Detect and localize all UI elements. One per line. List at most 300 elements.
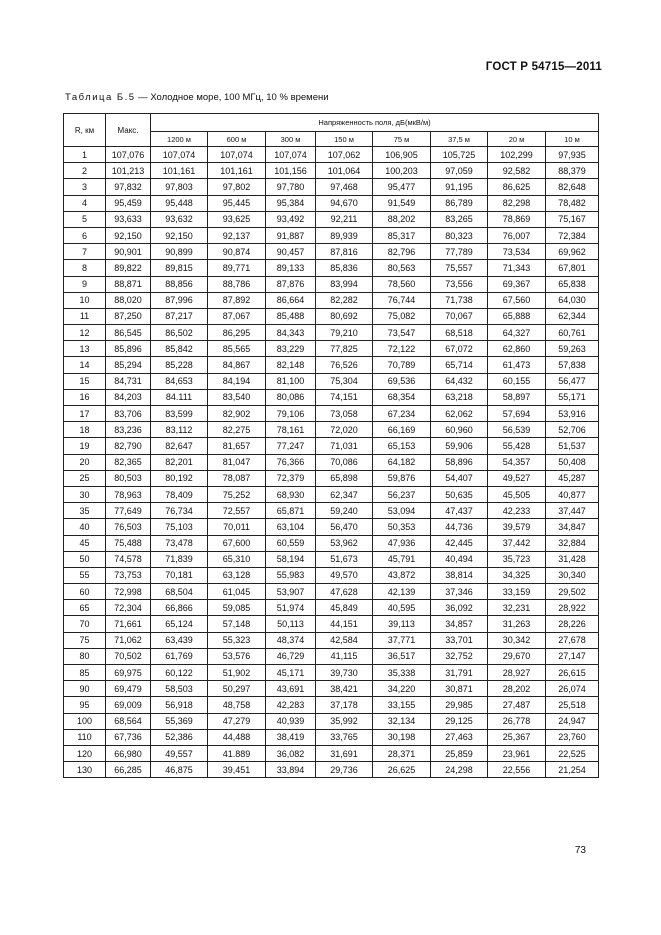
table-row — [64, 616, 599, 632]
cell-value: 72,020 — [316, 422, 373, 438]
cell-value: 55,983 — [266, 567, 316, 583]
cell-value: 73,547 — [373, 325, 431, 341]
cell-value: 31,428 — [546, 551, 599, 567]
cell-value: 73,478 — [151, 535, 208, 551]
cell-value: 37,447 — [546, 503, 599, 519]
cell-max: 69,479 — [106, 681, 151, 697]
cell-value: 91,887 — [266, 227, 316, 243]
cell-value: 47,628 — [316, 584, 373, 600]
cell-value: 28,226 — [546, 616, 599, 632]
cell-value: 67,600 — [208, 535, 266, 551]
cell-max: 70,502 — [106, 648, 151, 664]
cell-value: 101,064 — [316, 163, 373, 179]
cell-value: 33,765 — [316, 729, 373, 745]
table-row — [64, 276, 599, 292]
cell-value: 63,128 — [208, 567, 266, 583]
cell-distance: 10 — [64, 292, 106, 308]
table-row — [64, 422, 599, 438]
cell-distance: 110 — [64, 729, 106, 745]
cell-distance: 75 — [64, 632, 106, 648]
cell-value: 80,086 — [266, 389, 316, 405]
cell-value: 95,445 — [208, 195, 266, 211]
cell-value: 31,263 — [488, 616, 546, 632]
table-row — [64, 454, 599, 470]
cell-value: 88,202 — [373, 211, 431, 227]
cell-value: 78,869 — [488, 211, 546, 227]
cell-value: 86,789 — [431, 195, 488, 211]
cell-distance: 35 — [64, 503, 106, 519]
cell-value: 50,297 — [208, 681, 266, 697]
cell-value: 90,457 — [266, 244, 316, 260]
cell-value: 32,134 — [373, 713, 431, 729]
cell-value: 88,856 — [151, 276, 208, 292]
cell-value: 92,582 — [488, 163, 546, 179]
cell-distance: 80 — [64, 648, 106, 664]
cell-value: 65,888 — [488, 308, 546, 324]
cell-value: 31,691 — [316, 745, 373, 761]
cell-value: 40,877 — [546, 486, 599, 502]
cell-value: 56,539 — [488, 422, 546, 438]
cell-distance: 8 — [64, 260, 106, 276]
cell-value: 80,192 — [151, 470, 208, 486]
cell-value: 62,344 — [546, 308, 599, 324]
cell-value: 33,159 — [488, 584, 546, 600]
cell-value: 68,504 — [151, 584, 208, 600]
cell-value: 83,540 — [208, 389, 266, 405]
cell-distance: 30 — [64, 486, 106, 502]
cell-value: 92,150 — [151, 227, 208, 243]
cell-value: 73,556 — [431, 276, 488, 292]
cell-distance: 50 — [64, 551, 106, 567]
cell-value: 34,857 — [431, 616, 488, 632]
cell-value: 82,648 — [546, 179, 599, 195]
cell-value: 51,673 — [316, 551, 373, 567]
cell-max: 83,706 — [106, 406, 151, 422]
cell-value: 44,488 — [208, 729, 266, 745]
cell-distance: 16 — [64, 389, 106, 405]
cell-value: 36,517 — [373, 648, 431, 664]
cell-max: 72,304 — [106, 600, 151, 616]
cell-distance: 6 — [64, 227, 106, 243]
cell-max: 92,150 — [106, 227, 151, 243]
table-row — [64, 632, 599, 648]
table-row — [64, 357, 599, 373]
cell-value: 53,962 — [316, 535, 373, 551]
cell-value: 29,125 — [431, 713, 488, 729]
cell-value: 55,323 — [208, 632, 266, 648]
cell-value: 50,353 — [373, 519, 431, 535]
cell-value: 34,325 — [488, 567, 546, 583]
cell-value: 84,343 — [266, 325, 316, 341]
cell-value: 80,692 — [316, 308, 373, 324]
cell-value: 47,437 — [431, 503, 488, 519]
cell-value: 107,062 — [316, 147, 373, 163]
cell-value: 41.889 — [208, 745, 266, 761]
cell-max: 107,076 — [106, 147, 151, 163]
cell-value: 51,974 — [266, 600, 316, 616]
cell-distance: 100 — [64, 713, 106, 729]
cell-value: 84,867 — [208, 357, 266, 373]
cell-value: 57,148 — [208, 616, 266, 632]
cell-value: 76,526 — [316, 357, 373, 373]
cell-value: 59,906 — [431, 438, 488, 454]
cell-value: 27,463 — [431, 729, 488, 745]
cell-value: 95,384 — [266, 195, 316, 211]
cell-value: 88,786 — [208, 276, 266, 292]
cell-value: 76,007 — [488, 227, 546, 243]
table-row — [64, 373, 599, 389]
cell-value: 75,103 — [151, 519, 208, 535]
cell-value: 60,559 — [266, 535, 316, 551]
cell-value: 34,220 — [373, 681, 431, 697]
cell-value: 61,769 — [151, 648, 208, 664]
cell-value: 75,082 — [373, 308, 431, 324]
cell-value: 64,182 — [373, 454, 431, 470]
table-row — [64, 486, 599, 502]
cell-value: 82,201 — [151, 454, 208, 470]
cell-value: 21,254 — [546, 762, 599, 778]
cell-max: 72,998 — [106, 584, 151, 600]
cell-distance: 13 — [64, 341, 106, 357]
cell-value: 53,907 — [266, 584, 316, 600]
table-row — [64, 567, 599, 583]
cell-value: 45,171 — [266, 665, 316, 681]
cell-value: 58,896 — [431, 454, 488, 470]
cell-value: 54,407 — [431, 470, 488, 486]
cell-value: 83,994 — [316, 276, 373, 292]
cell-value: 101,161 — [151, 163, 208, 179]
cell-value: 97,468 — [316, 179, 373, 195]
cell-value: 87,892 — [208, 292, 266, 308]
cell-max: 76,503 — [106, 519, 151, 535]
cell-value: 78,560 — [373, 276, 431, 292]
cell-value: 29,736 — [316, 762, 373, 778]
cell-value: 42,233 — [488, 503, 546, 519]
cell-value: 51,537 — [546, 438, 599, 454]
cell-value: 85,317 — [373, 227, 431, 243]
cell-distance: 90 — [64, 681, 106, 697]
cell-distance: 12 — [64, 325, 106, 341]
table-row — [64, 195, 599, 211]
cell-max: 83,236 — [106, 422, 151, 438]
cell-distance: 19 — [64, 438, 106, 454]
cell-value: 65,124 — [151, 616, 208, 632]
cell-max: 95,459 — [106, 195, 151, 211]
cell-distance: 95 — [64, 697, 106, 713]
cell-distance: 9 — [64, 276, 106, 292]
cell-value: 97,803 — [151, 179, 208, 195]
cell-value: 65,838 — [546, 276, 599, 292]
cell-value: 79,210 — [316, 325, 373, 341]
cell-value: 64,432 — [431, 373, 488, 389]
cell-value: 56,470 — [316, 519, 373, 535]
cell-value: 34,847 — [546, 519, 599, 535]
cell-value: 92,137 — [208, 227, 266, 243]
cell-max: 66,285 — [106, 762, 151, 778]
cell-value: 101,161 — [208, 163, 266, 179]
cell-value: 63,439 — [151, 632, 208, 648]
cell-value: 29,670 — [488, 648, 546, 664]
cell-value: 81,657 — [208, 438, 266, 454]
cell-value: 65,898 — [316, 470, 373, 486]
cell-max: 69,009 — [106, 697, 151, 713]
cell-max: 82,790 — [106, 438, 151, 454]
cell-value: 84,653 — [151, 373, 208, 389]
cell-value: 82,298 — [488, 195, 546, 211]
cell-value: 65,153 — [373, 438, 431, 454]
table-row — [64, 648, 599, 664]
cell-value: 82,282 — [316, 292, 373, 308]
cell-value: 87,816 — [316, 244, 373, 260]
cell-value: 107,074 — [208, 147, 266, 163]
cell-value: 25,518 — [546, 697, 599, 713]
cell-value: 72,384 — [546, 227, 599, 243]
cell-value: 75,557 — [431, 260, 488, 276]
col-header-height: 300 м — [266, 132, 316, 147]
cell-value: 59,263 — [546, 341, 599, 357]
cell-value: 51,902 — [208, 665, 266, 681]
cell-value: 97,059 — [431, 163, 488, 179]
cell-max: 69,975 — [106, 665, 151, 681]
cell-value: 75,304 — [316, 373, 373, 389]
cell-value: 64,327 — [488, 325, 546, 341]
table-row — [64, 244, 599, 260]
cell-value: 43,872 — [373, 567, 431, 583]
cell-value: 38,421 — [316, 681, 373, 697]
table-row — [64, 745, 599, 761]
cell-value: 89,133 — [266, 260, 316, 276]
cell-value: 85,228 — [151, 357, 208, 373]
col-header-group: Напряженность поля, дБ(мкВ/м) — [151, 114, 599, 132]
table-row — [64, 438, 599, 454]
cell-value: 70,067 — [431, 308, 488, 324]
cell-max: 77,649 — [106, 503, 151, 519]
cell-value: 35,723 — [488, 551, 546, 567]
cell-max: 82,365 — [106, 454, 151, 470]
cell-distance: 65 — [64, 600, 106, 616]
cell-value: 56,918 — [151, 697, 208, 713]
cell-distance: 18 — [64, 422, 106, 438]
cell-distance: 1 — [64, 147, 106, 163]
table-row — [64, 147, 599, 163]
cell-value: 33,894 — [266, 762, 316, 778]
cell-max: 88,020 — [106, 292, 151, 308]
cell-value: 89,771 — [208, 260, 266, 276]
field-strength-table — [63, 113, 599, 778]
cell-value: 84,194 — [208, 373, 266, 389]
cell-value: 50,408 — [546, 454, 599, 470]
cell-value: 36,092 — [431, 600, 488, 616]
cell-distance: 85 — [64, 665, 106, 681]
cell-value: 61,473 — [488, 357, 546, 373]
cell-value: 67,072 — [431, 341, 488, 357]
cell-max: 101,213 — [106, 163, 151, 179]
cell-value: 58,503 — [151, 681, 208, 697]
cell-value: 39,730 — [316, 665, 373, 681]
cell-value: 26,625 — [373, 762, 431, 778]
cell-value: 107,074 — [266, 147, 316, 163]
cell-max: 80,503 — [106, 470, 151, 486]
cell-value: 82,647 — [151, 438, 208, 454]
cell-value: 74,151 — [316, 389, 373, 405]
cell-value: 86,295 — [208, 325, 266, 341]
cell-value: 43,691 — [266, 681, 316, 697]
cell-value: 46,729 — [266, 648, 316, 664]
cell-value: 24,298 — [431, 762, 488, 778]
cell-value: 32,752 — [431, 648, 488, 664]
cell-value: 90,899 — [151, 244, 208, 260]
cell-value: 70,181 — [151, 567, 208, 583]
cell-value: 71,839 — [151, 551, 208, 567]
table-row — [64, 584, 599, 600]
cell-value: 26,074 — [546, 681, 599, 697]
cell-value: 85,488 — [266, 308, 316, 324]
cell-value: 68,354 — [373, 389, 431, 405]
cell-value: 59,085 — [208, 600, 266, 616]
table-row — [64, 665, 599, 681]
cell-max: 85,294 — [106, 357, 151, 373]
cell-value: 61,045 — [208, 584, 266, 600]
cell-distance: 45 — [64, 535, 106, 551]
table-row — [64, 600, 599, 616]
cell-value: 66,866 — [151, 600, 208, 616]
cell-value: 45,849 — [316, 600, 373, 616]
cell-max: 71,661 — [106, 616, 151, 632]
table-row — [64, 308, 599, 324]
cell-value: 22,556 — [488, 762, 546, 778]
cell-value: 39,113 — [373, 616, 431, 632]
cell-value: 95,477 — [373, 179, 431, 195]
cell-value: 69,536 — [373, 373, 431, 389]
cell-value: 25,859 — [431, 745, 488, 761]
cell-value: 62,062 — [431, 406, 488, 422]
cell-value: 86,502 — [151, 325, 208, 341]
cell-distance: 2 — [64, 163, 106, 179]
cell-value: 30,198 — [373, 729, 431, 745]
cell-value: 40,595 — [373, 600, 431, 616]
cell-distance: 25 — [64, 470, 106, 486]
cell-max: 68,564 — [106, 713, 151, 729]
cell-value: 30,340 — [546, 567, 599, 583]
cell-max: 67,736 — [106, 729, 151, 745]
cell-max: 84,731 — [106, 373, 151, 389]
cell-max: 85,896 — [106, 341, 151, 357]
cell-value: 38,814 — [431, 567, 488, 583]
cell-value: 85,842 — [151, 341, 208, 357]
cell-value: 49,570 — [316, 567, 373, 583]
cell-value: 27,678 — [546, 632, 599, 648]
cell-max: 78,963 — [106, 486, 151, 502]
cell-value: 83,599 — [151, 406, 208, 422]
cell-value: 49,557 — [151, 745, 208, 761]
cell-value: 42,139 — [373, 584, 431, 600]
table-row — [64, 179, 599, 195]
cell-value: 87,876 — [266, 276, 316, 292]
cell-value: 32,231 — [488, 600, 546, 616]
cell-value: 23,760 — [546, 729, 599, 745]
cell-value: 36,082 — [266, 745, 316, 761]
cell-value: 27,487 — [488, 697, 546, 713]
cell-distance: 5 — [64, 211, 106, 227]
table-caption — [65, 92, 329, 103]
cell-max: 93,633 — [106, 211, 151, 227]
cell-max: 90,901 — [106, 244, 151, 260]
cell-value: 76,366 — [266, 454, 316, 470]
cell-value: 35,992 — [316, 713, 373, 729]
cell-value: 102,299 — [488, 147, 546, 163]
cell-max: 89,822 — [106, 260, 151, 276]
cell-value: 60,122 — [151, 665, 208, 681]
cell-value: 55,369 — [151, 713, 208, 729]
cell-value: 89,815 — [151, 260, 208, 276]
cell-value: 53,576 — [208, 648, 266, 664]
cell-value: 46,875 — [151, 762, 208, 778]
cell-value: 105,725 — [431, 147, 488, 163]
table-row — [64, 681, 599, 697]
table-row — [64, 551, 599, 567]
cell-value: 90,874 — [208, 244, 266, 260]
cell-value: 81,047 — [208, 454, 266, 470]
cell-value: 27,147 — [546, 648, 599, 664]
cell-value: 78,409 — [151, 486, 208, 502]
cell-value: 78,087 — [208, 470, 266, 486]
cell-value: 77,247 — [266, 438, 316, 454]
col-header-height: 150 м — [316, 132, 373, 147]
cell-value: 70,789 — [373, 357, 431, 373]
cell-distance: 3 — [64, 179, 106, 195]
col-header-height: 37,5 м — [431, 132, 488, 147]
cell-value: 42,445 — [431, 535, 488, 551]
cell-value: 97,935 — [546, 147, 599, 163]
cell-max: 86,545 — [106, 325, 151, 341]
cell-distance: 17 — [64, 406, 106, 422]
cell-value: 52,706 — [546, 422, 599, 438]
table-row — [64, 697, 599, 713]
cell-value: 39,579 — [488, 519, 546, 535]
cell-value: 87,996 — [151, 292, 208, 308]
cell-value: 57,838 — [546, 357, 599, 373]
cell-max: 75,488 — [106, 535, 151, 551]
page-number: 73 — [574, 845, 586, 856]
cell-value: 77,789 — [431, 244, 488, 260]
col-header-max: Макс. — [106, 114, 151, 147]
cell-value: 65,310 — [208, 551, 266, 567]
table-caption-text: — Холодное море, 100 МГц, 10 % времени — [135, 92, 329, 103]
cell-distance: 130 — [64, 762, 106, 778]
cell-value: 23,961 — [488, 745, 546, 761]
cell-value: 84.111 — [151, 389, 208, 405]
cell-value: 52,386 — [151, 729, 208, 745]
cell-value: 72,379 — [266, 470, 316, 486]
cell-value: 78,482 — [546, 195, 599, 211]
cell-value: 71,343 — [488, 260, 546, 276]
cell-value: 55,428 — [488, 438, 546, 454]
cell-value: 42,584 — [316, 632, 373, 648]
table-row — [64, 713, 599, 729]
cell-max: 97,832 — [106, 179, 151, 195]
cell-value: 47,279 — [208, 713, 266, 729]
cell-value: 28,202 — [488, 681, 546, 697]
table-caption-label: Таблица Б.5 — [65, 92, 136, 103]
cell-value: 75,252 — [208, 486, 266, 502]
cell-distance: 14 — [64, 357, 106, 373]
cell-max: 87,250 — [106, 308, 151, 324]
table-row — [64, 227, 599, 243]
cell-value: 69,962 — [546, 244, 599, 260]
cell-value: 101,156 — [266, 163, 316, 179]
cell-value: 82,275 — [208, 422, 266, 438]
cell-value: 85,565 — [208, 341, 266, 357]
